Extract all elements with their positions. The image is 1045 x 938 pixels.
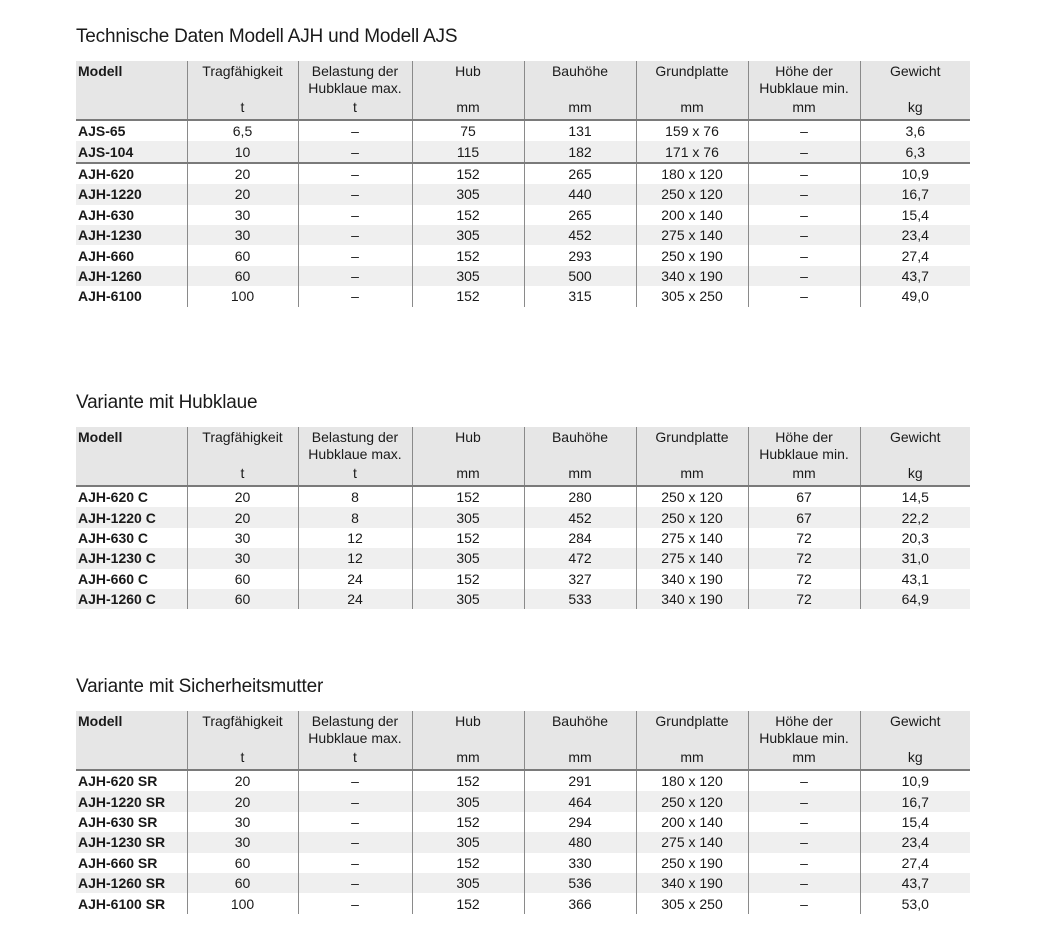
cell-tragfaehigkeit: 20 bbox=[187, 184, 298, 204]
cell-hoehe-hubklaue: – bbox=[748, 791, 860, 811]
column-label: Höhe der Hubklaue min. bbox=[759, 429, 849, 462]
cell-tragfaehigkeit: 30 bbox=[187, 528, 298, 548]
cell-grundplatte: 275 x 140 bbox=[636, 832, 748, 852]
table-row bbox=[76, 266, 970, 286]
cell-grundplatte: 340 x 190 bbox=[636, 873, 748, 893]
cell-bauhoehe: 480 bbox=[524, 832, 636, 852]
cell-tragfaehigkeit: 20 bbox=[187, 486, 298, 507]
cell-bauhoehe: 366 bbox=[524, 893, 636, 913]
cell-gewicht: 49,0 bbox=[860, 286, 970, 306]
table-row bbox=[76, 853, 970, 873]
cell-belastung-hubklaue: – bbox=[298, 225, 412, 245]
cell-gewicht: 10,9 bbox=[860, 163, 970, 184]
cell-bauhoehe: 294 bbox=[524, 812, 636, 832]
column-unit: kg bbox=[907, 99, 923, 115]
column-label: Belastung der Hubklaue max. bbox=[308, 429, 402, 462]
cell-tragfaehigkeit: 30 bbox=[187, 812, 298, 832]
section-title: Technische Daten Modell AJH und Modell AJS bbox=[76, 26, 458, 47]
cell-gewicht: 20,3 bbox=[860, 528, 970, 548]
table-row bbox=[76, 589, 970, 609]
cell-modell: AJH-1260 C bbox=[78, 591, 156, 608]
column-unit: mm bbox=[792, 465, 816, 481]
cell-tragfaehigkeit: 60 bbox=[187, 245, 298, 265]
cell-hub: 152 bbox=[412, 770, 524, 791]
table-row bbox=[76, 163, 970, 184]
table-row bbox=[76, 873, 970, 893]
table-row bbox=[76, 120, 970, 141]
cell-hub: 305 bbox=[412, 225, 524, 245]
cell-hub: 305 bbox=[412, 832, 524, 852]
cell-belastung-hubklaue: – bbox=[298, 770, 412, 791]
cell-gewicht: 64,9 bbox=[860, 589, 970, 609]
cell-hoehe-hubklaue: – bbox=[748, 245, 860, 265]
cell-gewicht: 15,4 bbox=[860, 205, 970, 225]
cell-hub: 75 bbox=[412, 120, 524, 141]
table-row bbox=[76, 569, 970, 589]
column-unit: t bbox=[353, 749, 357, 765]
th-hoehe-hubklaue bbox=[748, 61, 860, 120]
cell-grundplatte: 275 x 140 bbox=[636, 225, 748, 245]
cell-modell: AJS-65 bbox=[78, 123, 126, 140]
column-unit: mm bbox=[792, 99, 816, 115]
cell-grundplatte: 250 x 120 bbox=[636, 184, 748, 204]
cell-tragfaehigkeit: 60 bbox=[187, 589, 298, 609]
cell-gewicht: 31,0 bbox=[860, 548, 970, 568]
cell-gewicht: 23,4 bbox=[860, 225, 970, 245]
cell-gewicht: 16,7 bbox=[860, 791, 970, 811]
cell-modell: AJH-1230 bbox=[78, 227, 142, 244]
cell-modell: AJH-660 SR bbox=[78, 854, 158, 871]
cell-modell: AJH-1220 C bbox=[78, 509, 156, 526]
cell-modell: AJH-1230 C bbox=[78, 550, 156, 567]
cell-grundplatte: 250 x 120 bbox=[636, 791, 748, 811]
cell-gewicht: 16,7 bbox=[860, 184, 970, 204]
cell-tragfaehigkeit: 30 bbox=[187, 225, 298, 245]
cell-gewicht: 14,5 bbox=[860, 486, 970, 507]
column-label: Grundplatte bbox=[655, 713, 729, 729]
cell-bauhoehe: 291 bbox=[524, 770, 636, 791]
column-label: Bauhöhe bbox=[551, 63, 609, 79]
cell-grundplatte: 180 x 120 bbox=[636, 770, 748, 791]
column-unit: t bbox=[240, 749, 245, 765]
cell-grundplatte: 159 x 76 bbox=[636, 120, 748, 141]
table-row bbox=[76, 528, 970, 548]
cell-tragfaehigkeit: 60 bbox=[187, 266, 298, 286]
cell-grundplatte: 180 x 120 bbox=[636, 163, 748, 184]
column-label: Grundplatte bbox=[655, 63, 729, 79]
cell-grundplatte: 340 x 190 bbox=[636, 589, 748, 609]
cell-gewicht: 23,4 bbox=[860, 832, 970, 852]
cell-bauhoehe: 265 bbox=[524, 205, 636, 225]
cell-bauhoehe: 330 bbox=[524, 853, 636, 873]
cell-hoehe-hubklaue: – bbox=[748, 141, 860, 162]
cell-modell: AJH-6100 SR bbox=[78, 895, 166, 912]
spec-section-sicherheitsmutter bbox=[76, 675, 972, 914]
table-row bbox=[76, 141, 970, 162]
cell-belastung-hubklaue: – bbox=[298, 245, 412, 265]
cell-hoehe-hubklaue: – bbox=[748, 873, 860, 893]
cell-tragfaehigkeit: 60 bbox=[187, 853, 298, 873]
column-label: Bauhöhe bbox=[551, 429, 609, 445]
cell-belastung-hubklaue: – bbox=[298, 893, 412, 913]
cell-grundplatte: 275 x 140 bbox=[636, 548, 748, 568]
cell-hub: 152 bbox=[412, 893, 524, 913]
cell-belastung-hubklaue: – bbox=[298, 120, 412, 141]
cell-hoehe-hubklaue: 67 bbox=[748, 507, 860, 527]
table-row bbox=[76, 507, 970, 527]
th-hub bbox=[412, 427, 524, 486]
cell-bauhoehe: 464 bbox=[524, 791, 636, 811]
th-tragfaehigkeit bbox=[187, 711, 298, 770]
column-label: Hub bbox=[455, 63, 481, 79]
cell-modell: AJH-620 C bbox=[78, 489, 149, 506]
cell-modell: AJH-620 SR bbox=[78, 773, 158, 790]
cell-tragfaehigkeit: 100 bbox=[187, 286, 298, 306]
th-belastung-hubklaue bbox=[298, 427, 412, 486]
th-belastung-hubklaue bbox=[298, 711, 412, 770]
cell-grundplatte: 305 x 250 bbox=[636, 286, 748, 306]
cell-hoehe-hubklaue: – bbox=[748, 120, 860, 141]
table-row bbox=[76, 812, 970, 832]
cell-tragfaehigkeit: 10 bbox=[187, 141, 298, 162]
cell-hub: 305 bbox=[412, 873, 524, 893]
column-unit: t bbox=[353, 99, 357, 115]
column-unit: mm bbox=[680, 465, 704, 481]
cell-grundplatte: 275 x 140 bbox=[636, 528, 748, 548]
table-header-row bbox=[76, 427, 970, 486]
cell-belastung-hubklaue: – bbox=[298, 266, 412, 286]
column-unit: mm bbox=[456, 749, 480, 765]
column-label: Höhe der Hubklaue min. bbox=[759, 63, 849, 96]
cell-hub: 152 bbox=[412, 205, 524, 225]
cell-grundplatte: 171 x 76 bbox=[636, 141, 748, 162]
cell-bauhoehe: 536 bbox=[524, 873, 636, 893]
column-label: Gewicht bbox=[889, 713, 941, 729]
cell-gewicht: 6,3 bbox=[860, 141, 970, 162]
column-label: Belastung der Hubklaue max. bbox=[308, 713, 402, 746]
th-modell: Modell bbox=[76, 61, 187, 120]
cell-bauhoehe: 500 bbox=[524, 266, 636, 286]
cell-hub: 305 bbox=[412, 589, 524, 609]
cell-tragfaehigkeit: 20 bbox=[187, 507, 298, 527]
cell-tragfaehigkeit: 20 bbox=[187, 770, 298, 791]
cell-tragfaehigkeit: 30 bbox=[187, 548, 298, 568]
cell-hub: 152 bbox=[412, 245, 524, 265]
cell-gewicht: 27,4 bbox=[860, 245, 970, 265]
cell-belastung-hubklaue: – bbox=[298, 791, 412, 811]
table-row bbox=[76, 832, 970, 852]
column-label: Tragfähigkeit bbox=[202, 713, 283, 729]
cell-modell: AJH-630 C bbox=[78, 529, 149, 546]
cell-hub: 305 bbox=[412, 507, 524, 527]
cell-bauhoehe: 131 bbox=[524, 120, 636, 141]
column-unit: t bbox=[353, 465, 357, 481]
cell-bauhoehe: 293 bbox=[524, 245, 636, 265]
cell-belastung-hubklaue: 24 bbox=[298, 589, 412, 609]
table-row bbox=[76, 893, 970, 913]
cell-hub: 152 bbox=[412, 486, 524, 507]
cell-hub: 305 bbox=[412, 548, 524, 568]
column-unit: t bbox=[240, 99, 245, 115]
cell-modell: AJH-620 bbox=[76, 163, 187, 184]
cell-hub: 152 bbox=[412, 853, 524, 873]
spec-table bbox=[76, 61, 970, 307]
table-row bbox=[76, 791, 970, 811]
cell-hoehe-hubklaue: – bbox=[748, 205, 860, 225]
th-modell: Modell bbox=[76, 427, 187, 486]
cell-tragfaehigkeit: 60 bbox=[187, 569, 298, 589]
cell-gewicht: 3,6 bbox=[860, 120, 970, 141]
column-label: Höhe der Hubklaue min. bbox=[759, 713, 849, 746]
column-label: Bauhöhe bbox=[551, 713, 609, 729]
cell-hoehe-hubklaue: – bbox=[748, 184, 860, 204]
th-gewicht bbox=[860, 711, 970, 770]
cell-grundplatte: 250 x 120 bbox=[636, 507, 748, 527]
cell-grundplatte: 200 x 140 bbox=[636, 205, 748, 225]
cell-modell: AJH-630 SR bbox=[78, 813, 158, 830]
cell-belastung-hubklaue: 8 bbox=[298, 507, 412, 527]
cell-hub: 305 bbox=[412, 266, 524, 286]
column-label: Tragfähigkeit bbox=[202, 429, 283, 445]
cell-tragfaehigkeit: 60 bbox=[187, 873, 298, 893]
cell-bauhoehe: 533 bbox=[524, 589, 636, 609]
cell-gewicht: 43,7 bbox=[860, 266, 970, 286]
column-label: Gewicht bbox=[889, 429, 941, 445]
cell-grundplatte: 250 x 190 bbox=[636, 853, 748, 873]
cell-gewicht: 22,2 bbox=[860, 507, 970, 527]
cell-grundplatte: 340 x 190 bbox=[636, 266, 748, 286]
cell-bauhoehe: 280 bbox=[524, 486, 636, 507]
cell-hoehe-hubklaue: 72 bbox=[748, 569, 860, 589]
cell-belastung-hubklaue: – bbox=[298, 163, 412, 184]
column-unit: mm bbox=[568, 465, 592, 481]
cell-modell: AJH-1260 SR bbox=[78, 875, 166, 892]
cell-belastung-hubklaue: – bbox=[298, 184, 412, 204]
cell-gewicht: 53,0 bbox=[860, 893, 970, 913]
cell-modell: AJH-660 C bbox=[78, 570, 149, 587]
cell-bauhoehe: 315 bbox=[524, 286, 636, 306]
cell-modell: AJH-630 bbox=[78, 206, 135, 223]
cell-bauhoehe: 182 bbox=[524, 141, 636, 162]
th-hub bbox=[412, 711, 524, 770]
cell-hub: 152 bbox=[412, 812, 524, 832]
cell-grundplatte: 250 x 120 bbox=[636, 486, 748, 507]
cell-bauhoehe: 440 bbox=[524, 184, 636, 204]
column-unit: mm bbox=[680, 99, 704, 115]
cell-hub: 305 bbox=[412, 791, 524, 811]
th-grundplatte bbox=[636, 61, 748, 120]
cell-modell: AJH-1220 SR bbox=[78, 793, 166, 810]
column-unit: mm bbox=[456, 465, 480, 481]
cell-belastung-hubklaue: 12 bbox=[298, 528, 412, 548]
cell-hub: 152 bbox=[412, 528, 524, 548]
spec-table bbox=[76, 711, 970, 914]
cell-belastung-hubklaue: – bbox=[298, 286, 412, 306]
th-hoehe-hubklaue bbox=[748, 711, 860, 770]
cell-modell: AJH-1220 bbox=[78, 186, 142, 203]
cell-hoehe-hubklaue: – bbox=[748, 225, 860, 245]
cell-hub: 152 bbox=[412, 163, 524, 184]
th-bauhoehe bbox=[524, 711, 636, 770]
cell-belastung-hubklaue: 24 bbox=[298, 569, 412, 589]
cell-belastung-hubklaue: – bbox=[298, 141, 412, 162]
cell-gewicht: 27,4 bbox=[860, 853, 970, 873]
table-row bbox=[76, 205, 970, 225]
cell-grundplatte: 340 x 190 bbox=[636, 569, 748, 589]
table-row bbox=[76, 184, 970, 204]
cell-tragfaehigkeit: 30 bbox=[187, 832, 298, 852]
column-unit: mm bbox=[568, 749, 592, 765]
cell-hoehe-hubklaue: – bbox=[748, 832, 860, 852]
table-row bbox=[76, 225, 970, 245]
table-row bbox=[76, 486, 970, 507]
cell-bauhoehe: 265 bbox=[524, 163, 636, 184]
table-header-row bbox=[76, 61, 970, 120]
cell-gewicht: 10,9 bbox=[860, 770, 970, 791]
cell-grundplatte: 200 x 140 bbox=[636, 812, 748, 832]
cell-bauhoehe: 452 bbox=[524, 225, 636, 245]
spec-section-hubklaue bbox=[76, 391, 972, 609]
cell-hub: 305 bbox=[412, 184, 524, 204]
cell-hub: 152 bbox=[412, 569, 524, 589]
column-label: Hub bbox=[455, 713, 481, 729]
th-grundplatte bbox=[636, 711, 748, 770]
cell-belastung-hubklaue: – bbox=[298, 812, 412, 832]
cell-hoehe-hubklaue: – bbox=[748, 812, 860, 832]
column-unit: mm bbox=[680, 749, 704, 765]
cell-belastung-hubklaue: 12 bbox=[298, 548, 412, 568]
spec-section-ajh-ajs bbox=[76, 25, 972, 307]
th-grundplatte bbox=[636, 427, 748, 486]
table-header-row bbox=[76, 711, 970, 770]
column-unit: t bbox=[240, 465, 245, 481]
table-row bbox=[76, 548, 970, 568]
cell-hoehe-hubklaue: – bbox=[748, 286, 860, 306]
cell-modell: AJH-1260 bbox=[78, 267, 142, 284]
cell-gewicht: 43,7 bbox=[860, 873, 970, 893]
cell-modell: AJH-6100 bbox=[78, 288, 142, 305]
column-unit: kg bbox=[907, 749, 923, 765]
cell-modell: AJH-660 bbox=[78, 247, 135, 264]
section-title: Variante mit Hubklaue bbox=[76, 392, 258, 413]
cell-tragfaehigkeit: 20 bbox=[187, 791, 298, 811]
table-row bbox=[76, 245, 970, 265]
cell-hoehe-hubklaue: – bbox=[748, 266, 860, 286]
cell-hoehe-hubklaue: 72 bbox=[748, 548, 860, 568]
cell-hoehe-hubklaue: – bbox=[748, 770, 860, 791]
cell-hub: 115 bbox=[412, 141, 524, 162]
cell-belastung-hubklaue: – bbox=[298, 205, 412, 225]
cell-hoehe-hubklaue: – bbox=[748, 163, 860, 184]
cell-belastung-hubklaue: – bbox=[298, 832, 412, 852]
cell-belastung-hubklaue: – bbox=[298, 853, 412, 873]
section-title: Variante mit Sicherheitsmutter bbox=[76, 676, 324, 697]
cell-hoehe-hubklaue: – bbox=[748, 853, 860, 873]
cell-bauhoehe: 284 bbox=[524, 528, 636, 548]
cell-tragfaehigkeit: 30 bbox=[187, 205, 298, 225]
column-label: Hub bbox=[455, 429, 481, 445]
cell-tragfaehigkeit: 20 bbox=[187, 163, 298, 184]
cell-tragfaehigkeit: 100 bbox=[187, 893, 298, 913]
cell-tragfaehigkeit: 6,5 bbox=[187, 120, 298, 141]
cell-hoehe-hubklaue: 67 bbox=[748, 486, 860, 507]
table-row bbox=[76, 770, 970, 791]
column-label: Grundplatte bbox=[655, 429, 729, 445]
th-gewicht bbox=[860, 427, 970, 486]
cell-modell: AJH-1230 SR bbox=[78, 834, 166, 851]
column-unit: mm bbox=[568, 99, 592, 115]
th-gewicht bbox=[860, 61, 970, 120]
spec-table bbox=[76, 427, 970, 609]
cell-hub: 152 bbox=[412, 286, 524, 306]
th-bauhoehe bbox=[524, 427, 636, 486]
cell-bauhoehe: 472 bbox=[524, 548, 636, 568]
cell-hoehe-hubklaue: 72 bbox=[748, 528, 860, 548]
th-modell: Modell bbox=[76, 711, 187, 770]
cell-gewicht: 43,1 bbox=[860, 569, 970, 589]
cell-belastung-hubklaue: 8 bbox=[298, 486, 412, 507]
th-hoehe-hubklaue bbox=[748, 427, 860, 486]
cell-hoehe-hubklaue: 72 bbox=[748, 589, 860, 609]
column-label: Tragfähigkeit bbox=[202, 63, 283, 79]
cell-gewicht: 15,4 bbox=[860, 812, 970, 832]
column-unit: kg bbox=[907, 465, 923, 481]
column-label: Belastung der Hubklaue max. bbox=[308, 63, 402, 96]
column-label: Gewicht bbox=[889, 63, 941, 79]
cell-grundplatte: 250 x 190 bbox=[636, 245, 748, 265]
th-bauhoehe bbox=[524, 61, 636, 120]
table-row bbox=[76, 286, 970, 306]
th-belastung-hubklaue bbox=[298, 61, 412, 120]
cell-grundplatte: 305 x 250 bbox=[636, 893, 748, 913]
column-unit: mm bbox=[792, 749, 816, 765]
th-tragfaehigkeit bbox=[187, 427, 298, 486]
th-tragfaehigkeit bbox=[187, 61, 298, 120]
cell-bauhoehe: 452 bbox=[524, 507, 636, 527]
column-unit: mm bbox=[456, 99, 480, 115]
cell-bauhoehe: 327 bbox=[524, 569, 636, 589]
th-hub bbox=[412, 61, 524, 120]
cell-modell: AJS-104 bbox=[78, 143, 134, 160]
cell-hoehe-hubklaue: – bbox=[748, 893, 860, 913]
cell-belastung-hubklaue: – bbox=[298, 873, 412, 893]
